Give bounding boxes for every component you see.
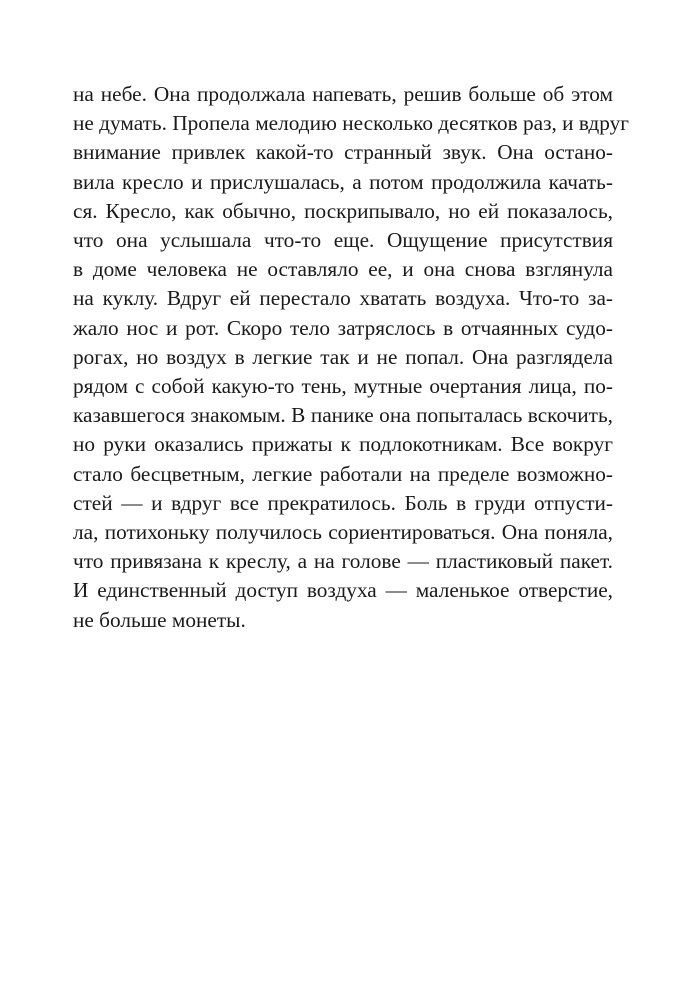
text-line: вила кресло и прислушалась, а потом продолжила качать-: [73, 169, 613, 194]
text-line: ла, потихоньку получилось сориентироваться. Она поняла,: [73, 520, 613, 545]
text-line: не больше монеты.: [73, 607, 246, 632]
text-line: стей — и вдруг все прекратилось. Боль в груди отпусти-: [73, 490, 613, 515]
text-line: в доме человека не оставляло ее, и она снова взглянула: [73, 257, 613, 282]
text-line: что она услышала что-то еще. Ощущение присутствия: [73, 228, 613, 253]
text-line: жало нос и рот. Скоро тело затряслось в отчаянных судо-: [73, 315, 613, 340]
text-line: И единственный доступ воздуха — маленькое отверстие,: [73, 578, 613, 603]
text-line: на куклу. Вдруг ей перестало хватать воздуха. Что-то за-: [73, 286, 613, 311]
text-line: ся. Кресло, как обычно, поскрипывало, но ей показалось,: [73, 198, 613, 223]
text-line: но руки оказались прижаты к подлокотникам. Все вокруг: [73, 432, 613, 457]
text-line: стало бесцветным, легкие работали на пределе возможно-: [73, 461, 613, 486]
text-line: не думать. Пропела мелодию несколько десятков раз, и вдруг: [73, 111, 629, 136]
text-line: на небе. Она продолжала напевать, решив больше об этом: [73, 82, 613, 106]
text-line: рядом с собой какую-то тень, мутные очертания лица, по-: [73, 374, 613, 399]
body-text: [73, 80, 629, 635]
text-line: рогах, но воздух в легкие так и не попал. Она разглядела: [73, 344, 613, 369]
text-line: что привязана к креслу, а на голове — пластиковый пакет.: [73, 549, 613, 574]
text-line: внимание привлек какой-то странный звук. Она остано-: [73, 140, 613, 165]
text-line: казавшегося знакомым. В панике она попыталась вскочить,: [73, 403, 613, 428]
